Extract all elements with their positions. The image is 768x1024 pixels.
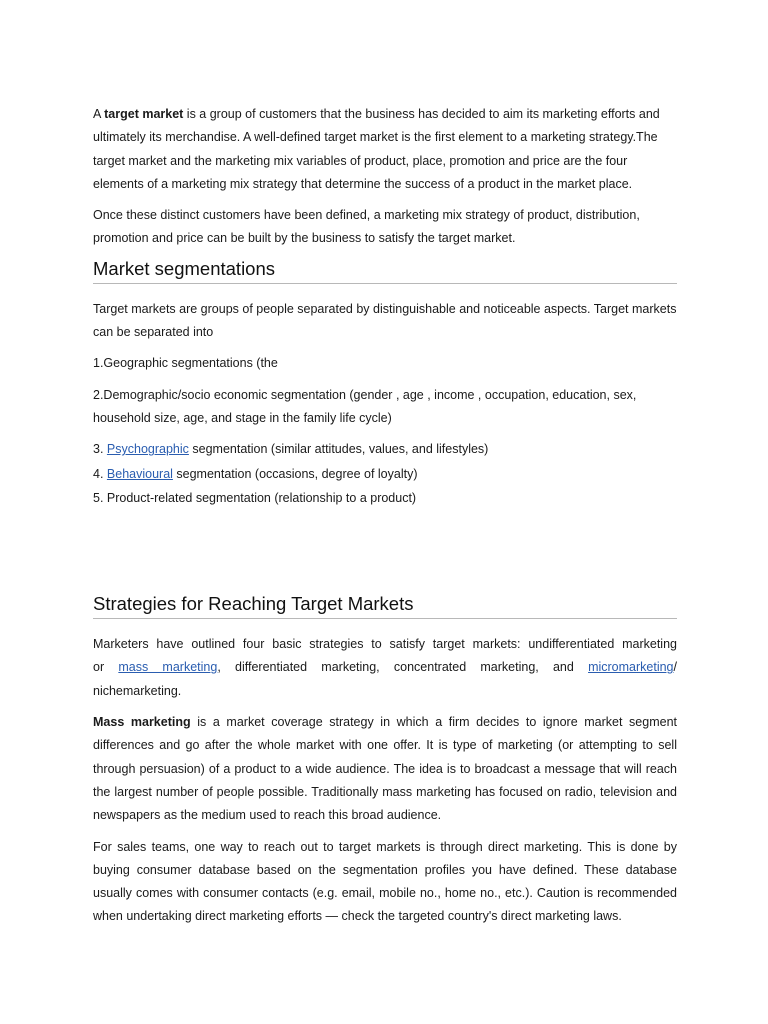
behavioural-link[interactable]: Behavioural [106, 466, 173, 481]
text: , differentiated marketing, concentrated marketing, and [217, 660, 589, 675]
strategies-heading: Strategies for Reaching Target Markets [93, 592, 677, 619]
target-market-paragraph [93, 103, 677, 196]
strategies-intro-line-3: nichemarketing. [93, 683, 182, 698]
segmentation-item-4 [93, 463, 677, 486]
mass-marketing-link[interactable]: mass marketing [118, 660, 218, 675]
strategies-intro-line-1: Marketers have outlined four basic strategies to satisfy target markets: undifferentiated marketing [93, 637, 677, 652]
strategies-intro [93, 633, 677, 703]
strategies-intro-line-2 [93, 656, 677, 679]
text: 4. [93, 466, 107, 481]
segmentation-item-1: 1.Geographic segmentations (the [93, 356, 278, 371]
segmentation-item-3 [93, 438, 677, 461]
target-market-term: target market [104, 107, 184, 121]
market-segmentations-heading: Market segmentations [93, 257, 677, 284]
text: / [673, 660, 677, 675]
segmentation-item-5: 5. Product-related segmentation (relationship to a product) [93, 490, 417, 505]
text: is a market coverage strategy in which a firm decides to ignore market segment differences and go after the whole market with one offer. It is type of marketing (or attempting to sell through persuasion) of a product to a wide audience. The idea is to broadcast a message that will reach the largest number of people possible. Traditionally mass marketing has focused on radio, television and newspapers as the medium used to reach this broad audience. [93, 715, 678, 823]
psychographic-link[interactable]: Psychographic [106, 442, 189, 457]
sales-teams-paragraph: For sales teams, one way to reach out to target markets is through direct marketing. This is done by buying consumer database based on the segmentation profiles you have defined. These database usually comes with consumer contacts (e.g. email, mobile no., home no., etc.). Caution is recommended when undertaking direct marketing efforts — check the targeted country's direct marketing laws. [93, 839, 677, 924]
mass-marketing-term: Mass marketing [93, 715, 191, 730]
text: segmentation (similar attitudes, values, and lifestyles) [188, 442, 489, 457]
text: 3. [93, 442, 107, 457]
document-page [93, 103, 677, 929]
mass-marketing-paragraph [93, 711, 677, 827]
text: segmentation (occasions, degree of loyalty) [172, 466, 418, 481]
text: is a group of customers that the business has decided to aim its marketing efforts and ultimately its merchandise. A well-defined target market is the first element to a marketing strategy.The target market and the marketing mix variables of product, place, promotion and price are the four elements of a marketing mix strategy that determine the success of a product in the market place. [93, 107, 660, 191]
mix-strategy-paragraph: Once these distinct customers have been defined, a marketing mix strategy of product, distribution, promotion and price can be built by the business to satisfy the target market. [93, 208, 640, 246]
text: or [93, 660, 119, 675]
segmentations-intro: Target markets are groups of people separated by distinguishable and noticeable aspects. Target markets can be separated into [93, 301, 677, 340]
micromarketing-link[interactable]: micromarketing [588, 660, 674, 675]
text: A [93, 107, 105, 121]
segmentation-item-2: 2.Demographic/socio economic segmentation (gender , age , income , occupation, education, sex, household size, age, and stage in the family life cycle) [93, 387, 637, 425]
